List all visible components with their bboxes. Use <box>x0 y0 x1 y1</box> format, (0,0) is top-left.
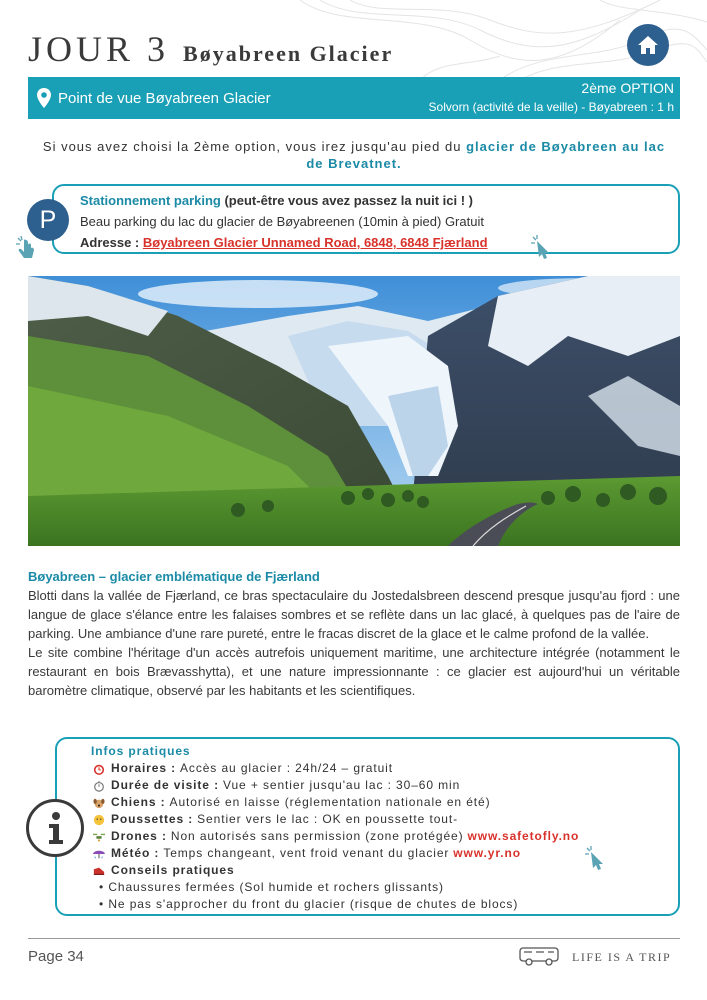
location-name: Point de vue Bøyabreen Glacier <box>58 90 271 107</box>
parking-title-note: (peut-être vous avez passez la nuit ici ! ) <box>220 193 473 208</box>
umbrella-icon <box>91 848 107 860</box>
van-icon <box>518 945 562 967</box>
article-paragraph: Blotti dans la vallée de Fjærland, ce bras spectaculaire du Jostedalsbreen descend presque jusqu'au fjord : une langue de glace s'élance entre les falaises sombres et se reflète dans un lac glacé, à quelques pas de l'aire de parking. Une ambiance d'une rare pureté, entre le fracas discret de la glace et le calme profond de la vallée. <box>28 588 680 641</box>
info-row: Poussettes : Sentier vers le lac : OK en poussette tout- <box>91 811 678 828</box>
alarm-clock-icon <box>91 763 107 775</box>
parking-title: Stationnement parking <box>80 193 221 208</box>
parking-box <box>52 184 680 254</box>
option-label: 2ème OPTION <box>581 80 674 96</box>
info-row: Horaires : Accès au glacier : 24h/24 – gratuit <box>91 760 678 777</box>
stopwatch-icon <box>91 780 107 792</box>
location-pin-icon <box>37 88 51 108</box>
brand-name: LIFE IS A TRIP <box>572 950 672 964</box>
yr-link[interactable]: www.yr.no <box>453 846 521 860</box>
route-duration: Solvorn (activité de la veille) - Bøyabreen : 1 h <box>428 100 674 114</box>
info-row: Durée de visite : Vue + sentier jusqu'au lac : 30–60 min <box>91 777 678 794</box>
hand-cursor-icon <box>531 235 559 259</box>
article-heading: Bøyabreen – glacier emblématique de Fjærland <box>28 569 320 584</box>
shoe-icon <box>91 865 107 877</box>
safetofly-link[interactable]: www.safetofly.no <box>467 829 580 843</box>
article <box>28 567 680 700</box>
drone-icon <box>91 831 107 843</box>
parking-description: Beau parking du lac du glacier de Bøyabreenen (10min à pied) Gratuit <box>80 214 484 229</box>
list-item: • Ne pas s'approcher du front du glacier (risque de chutes de blocs) <box>99 897 519 911</box>
hand-cursor-icon <box>16 236 38 264</box>
info-icon <box>26 799 84 857</box>
glacier-photo <box>28 276 680 546</box>
intro-text: Si vous avez choisi la 2ème option, vous irez jusqu'au pied du glacier de Bøyabreen au lac de Brevatnet. <box>42 139 666 171</box>
home-icon <box>636 34 660 56</box>
article-paragraph: Le site combine l'héritage d'un accès autrefois uniquement maritime, une architecture intégrée (notamment le restaurant en bois Brævasshytta), et une nature impressionnante : ce glacier est aujourd'hui un véritable baromètre climatique, observé par les habitants et les scientifiques. <box>28 645 680 698</box>
info-row: Conseils pratiques <box>91 862 678 879</box>
hand-cursor-icon <box>585 846 613 870</box>
info-row: Météo : Temps changeant, vent froid venant du glacier www.yr.no <box>91 845 678 862</box>
info-glyph-icon <box>29 802 81 854</box>
practical-info-title: Infos pratiques <box>91 744 191 758</box>
location-banner <box>28 77 680 119</box>
parking-address-link[interactable]: Bøyabreen Glacier Unnamed Road, 6848, 6848 Fjærland <box>142 235 488 250</box>
day-label: JOUR 3 <box>28 29 170 69</box>
page-title <box>28 28 393 70</box>
address-label: Adresse : <box>80 235 143 250</box>
title-subtitle: Bøyabreen Glacier <box>183 41 394 66</box>
practical-info-box <box>55 737 680 916</box>
home-button[interactable] <box>627 24 669 66</box>
baby-icon <box>91 814 107 826</box>
info-row: Drones : Non autorisés sans permission (zone protégée) www.safetofly.no <box>91 828 678 845</box>
intro-highlight: glacier de Bøyabreen au lac de Brevatnet. <box>306 139 666 171</box>
info-row: Chiens : Autorisé en laisse (réglementation nationale en été) <box>91 794 678 811</box>
parking-icon: P <box>27 199 69 241</box>
list-item: • Chaussures fermées (Sol humide et rochers glissants) <box>99 880 444 894</box>
dog-icon <box>91 797 107 809</box>
page-number: Page 34 <box>28 948 84 965</box>
footer-divider <box>28 938 680 939</box>
